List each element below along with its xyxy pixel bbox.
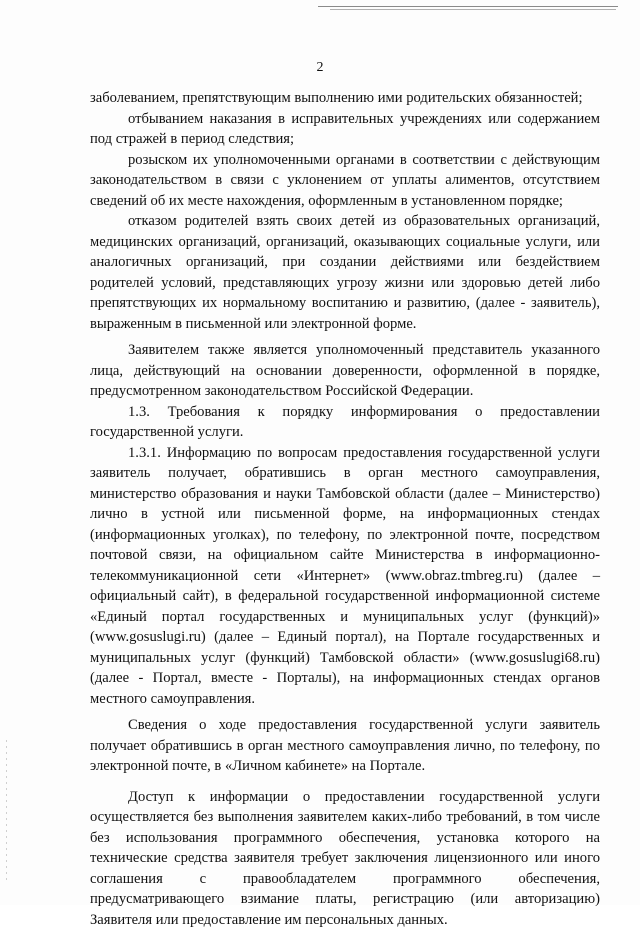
paragraph: заболеванием, препятствующим выполнению ими родительских обязанностей; (90, 88, 600, 109)
section-heading: 1.3. Требования к порядку информирования о предоставлении государственной услуги. (90, 402, 600, 443)
scan-edge-mark (6, 740, 7, 880)
paragraph: Заявителем также является уполномоченный представитель указанного лица, действующий на основании доверенности, оформленной в порядке, предусмотренном законодательством Российской Федерации. (90, 340, 600, 402)
paragraph: отбыванием наказания в исправительных учреждениях или содержанием под стражей в период следствия; (90, 109, 600, 150)
paragraph: розыском их уполномоченными органами в соответствии с действующим законодательством в связи с уклонением от уплаты алиментов, отсутствием сведений об их месте нахождения, оформленным в установленном порядке; (90, 150, 600, 212)
paragraph: Доступ к информации о предоставлении государственной услуги осуществляется без выполнения заявителем каких-либо требований, в том числе без использования программного обеспечения, установка которого на технические средства заявителя требует заключения лицензионного или иного соглашения с правообладателем программного обеспечения, предусматривающего взимание платы, регистрацию (или авторизацию) Заявителя или предоставление им персональных данных. (90, 787, 600, 930)
paragraph: отказом родителей взять своих детей из образовательных организаций, медицинских организаций, организаций, оказывающих социальные услуги, или аналогичных организаций, при создании действиями или бездействием родителей условий, представляющих угрозу жизни или здоровью детей либо препятствующих их нормальному воспитанию и развитию, (далее - заявитель), выраженным в письменной или электронной форме. (90, 211, 600, 334)
top-rule-line (330, 9, 616, 10)
document-body (90, 88, 600, 930)
paragraph: Сведения о ходе предоставления государственной услуги заявитель получает обратившись в орган местного самоуправления лично, по телефону, по электронной почте, в «Личном кабинете» на Портале. (90, 715, 600, 777)
paragraph: 1.3.1. Информацию по вопросам предоставления государственной услуги заявитель получает, обратившись в орган местного самоуправления, министерство образования и науки Тамбовской области (далее – Министерство) лично в устной или письменной форме, на информационных стендах (информационных уголках), по телефону, по электронной почте, посредством почтовой связи, на официальном сайте Министерства в информационно-телекоммуникационной сети «Интернет» (www.obraz.tmbreg.ru) (далее – официальный сайт), в федеральной государственной информационной системе «Единый портал государственных и муниципальных услуг (функций)» (www.gosuslugi.ru) (далее – Единый портал), на Портале государственных и муниципальных услуг (функций) Тамбовской области» (www.gosuslugi68.ru) (далее - Портал, вместе - Порталы), на информационных стендах органов местного самоуправления. (90, 443, 600, 710)
top-rule-line (318, 6, 618, 7)
page-number: 2 (0, 60, 640, 76)
